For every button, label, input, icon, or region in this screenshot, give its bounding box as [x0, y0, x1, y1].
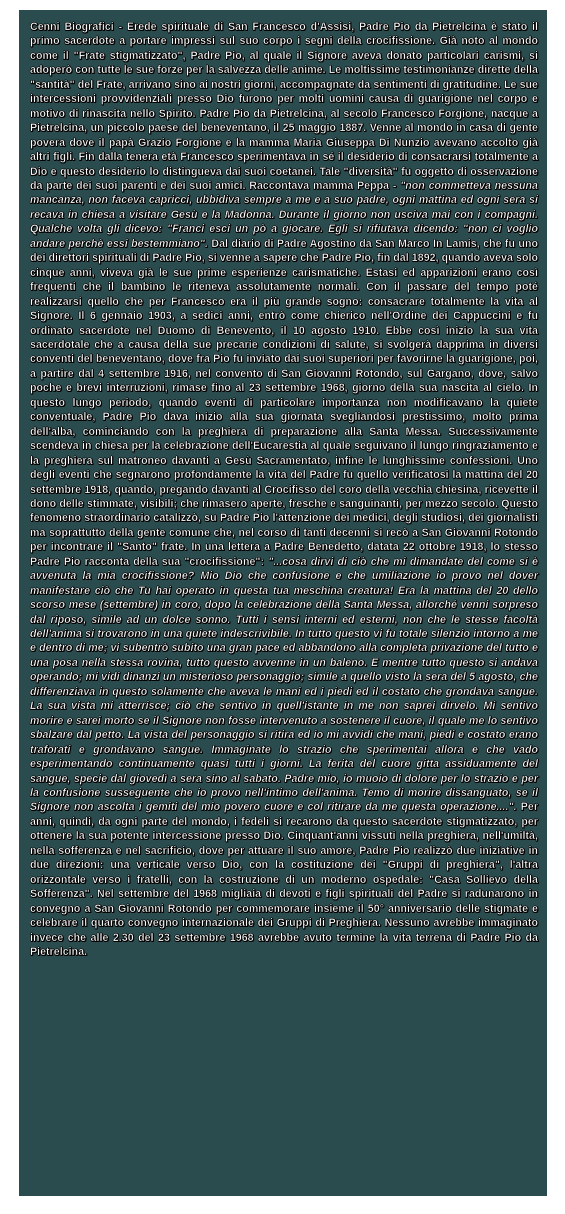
biography-part-3: Per anni, quindi, da ogni parte del mondo, i fedeli si recarono da questo sacerdote stigmatizzato, per ottenere la sua potente intercessione presso Dio. Cinquant'anni vissuti nella preghiera, nell'umiltà, nella sofferenza e nel sacrificio, dove per attuare il suo amore, Padre Pio realizzò due iniziative in due direzioni: una verticale verso Dio, con la costituzione dei "Gruppi di preghiera", l'altra orizzontale verso i fratelli, con la costruzione di un moderno ospedale: "Casa Sollievo della Sofferenza". Nel settembre del 1968 migliaia di devoti e figli spirituali del Padre si radunarono in convegno a San Giovanni Rotondo per commemorare insieme il 50° anniversario delle stigmate e celebrare il quarto convegno internazionale dei Gruppi di Preghiera. Nessuno avrebbe immaginato invece che alle 2.30 del 23 settembre 1968 avrebbe avuto termine la vita terrena di Padre Pio da Pietrelcina. [30, 801, 538, 958]
biography-part-2: Dal diario di Padre Agostino da San Marco In Lamis, che fu uno dei direttori spirituali di Padre Pio, si venne a sapere che Padre Pio, fin dal 1892, quando aveva solo cinque anni, viveva già le sue prime esperienze carismatiche. Estasi ed apparizioni erano così frequenti che il bambino le riteneva assolutamente normali. Con il passare del tempo poté realizzarsi quello che per Francesco era il più grande sogno: consacrare totalmente la vita al Signore. Il 6 gennaio 1903, a sedici anni, entrò come chierico nell'Ordine dei Cappuccini e fu ordinato sacerdote nel Duomo di Benevento, il 10 agosto 1910. Ebbe così inizio la sua vita sacerdotale che a causa della sue precarie condizioni di salute, si svolgerà dapprima in diversi conventi del beneventano, dove fra Pio fu inviato dai suoi superiori per favorirne la guarigione, poi, a partire dal 4 settembre 1916, nel convento di San Giovanni Rotondo, sul Gargano, dove, salvo poche e brevi interruzioni, rimase fino al 23 settembre 1968, giorno della sua nascita al cielo. In questo lungo periodo, quando eventi di particolare importanza non modificavano la quiete conventuale, Padre Pio dava inizio alla sua giornata svegliandosi prestissimo, molto prima dell'alba, cominciando con la preghiera di preparazione alla Santa Messa. Successivamente scendeva in chiesa per la celebrazione dell'Eucarestia al quale seguivano il lungo ringraziamento e la preghiera sul matroneo davanti a Gesù Sacramentato, infine le lunghissime confessioni. Uno degli eventi che segnarono profondamente la vita del Padre fu quello verificatosi la mattina del 20 settembre 1918, quando, pregando davanti al Crocifisso del coro della vecchia chiesina, ricevette il dono delle stimmate, visibili; che rimasero aperte, fresche e sanguinanti, per mezzo secolo. Questo fenomeno straordinario catalizzò, su Padre Pio l'attenzione dei medici, degli studiosi, dei giornalisti ma soprattutto della gente comune che, nel corso di tanti decenni si recò a San Giovanni Rotondo per incontrare il "Santo" frate. In una lettera a Padre Benedetto, datata 22 ottobre 1918, lo stesso Padre Pio racconta della sua "crocifissione": [30, 237, 538, 568]
biography-part-1: Cenni Biografici - Erede spirituale di San Francesco d'Assisi, Padre Pio da Pietrelcina è stato il primo sacerdote a portare impressi sul suo corpo i segni della crocifissione. Già noto al mondo come il "Frate stigmatizzato", Padre Pio, al quale il Signore aveva donato particolari carismi, si adoperò con tutte le sue forze per la salvezza delle anime. Le moltissime testimonianze dirette della "santità" del Frate, arrivano sino ai nostri giorni, accompagnate da sentimenti di gratitudine. Le sue intercessioni provvidenziali presso Dio furono per molti uomini causa di guarigione nel corpo e motivo di rinascita nello Spirito. Padre Pio da Pietrelcina, al secolo Francesco Forgione, nacque a Pietrelcina, un piccolo paese del beneventano, il 25 maggio 1887. Venne al mondo in casa di gente povera dove il papà Grazio Forgione e la mamma Maria Giuseppa Di Nunzio avevano accolto già altri figli. Fin dalla tenera età Francesco sperimentava in sé il desiderio di consacrarsi totalmente a Dio e questo desiderio lo distingueva dai suoi coetanei. Tale "diversità" fu oggetto di osservazione da parte dei suoi parenti e dei suoi amici. Raccontava mamma Peppa - [30, 21, 538, 192]
biography-panel [19, 10, 547, 1196]
biography-text [30, 20, 538, 959]
letter-quote: "...cosa dirvi di ciò che mi dimandate del come si è avvenuta la mia crocifissione? Mio Dio che confusione e che umiliazione io provo nel dover manifestare ciò che Tu hai operato in questa tua meschina creatura! Era la mattina del 20 dello scorso mese (settembre) in coro, dopo la celebrazione della Santa Messa, allorché venni sorpreso dal riposo, simile ad un dolce sonno. Tutti i sensi interni ed esterni, non che le stesse facoltà dell'anima si trovarono in una quiete indescrivibile. In tutto questo vi fu totale silenzio intorno a me e dentro di me; vi subentrò subito una gran pace ed abbandono alla completa privazione del tutto e una posa nella stessa rovina, tutto questo avvenne in un baleno. E mentre tutto questo si andava operando; mi vidi dinanzi un misterioso personaggio; simile a quello visto la sera del 5 agosto, che differenziava in questo solamente che aveva le mani ed i piedi ed il costato che grondava sangue. La sua vista mi atterrisce; ciò che sentivo in quell'istante in me non saprei dirvelo. Mi sentivo morire e sarei morto se il Signore non fosse intervenuto a sostenere il cuore, il quale me lo sentivo sbalzare dal petto. La vista del personaggio si ritira ed io mi avvidi che mani, piedi e costato erano traforati e grondavano sangue. Immaginate lo strazio che sperimentai allora e che vado esperimentando continuamente quasi tutti i giorni. La ferita del cuore gitta assiduamente del sangue, specie dal giovedì a sera sino al sabato. Padre mio, io muoio di dolore per lo strazio e per la confusione susseguente che io provo nell'intimo dell'anima. Temo di morire dissanguato, se il Signore non ascolta i gemiti del mio povero cuore e col ritirare da me questa operazione....". [30, 555, 538, 814]
mother-quote: "non commetteva nessuna mancanza, non faceva capricci, ubbidiva sempre a me e a suo padre, ogni mattina ed ogni sera si recava in chiesa a visitare Gesù e la Madonna. Durante il giorno non usciva mai con i compagni. Qualche volta gli dicevo: "Franci esci un pò a giocare. Egli si rifiutava dicendo: "non ci voglio andare perchè essi bestemmiano". [30, 179, 538, 250]
